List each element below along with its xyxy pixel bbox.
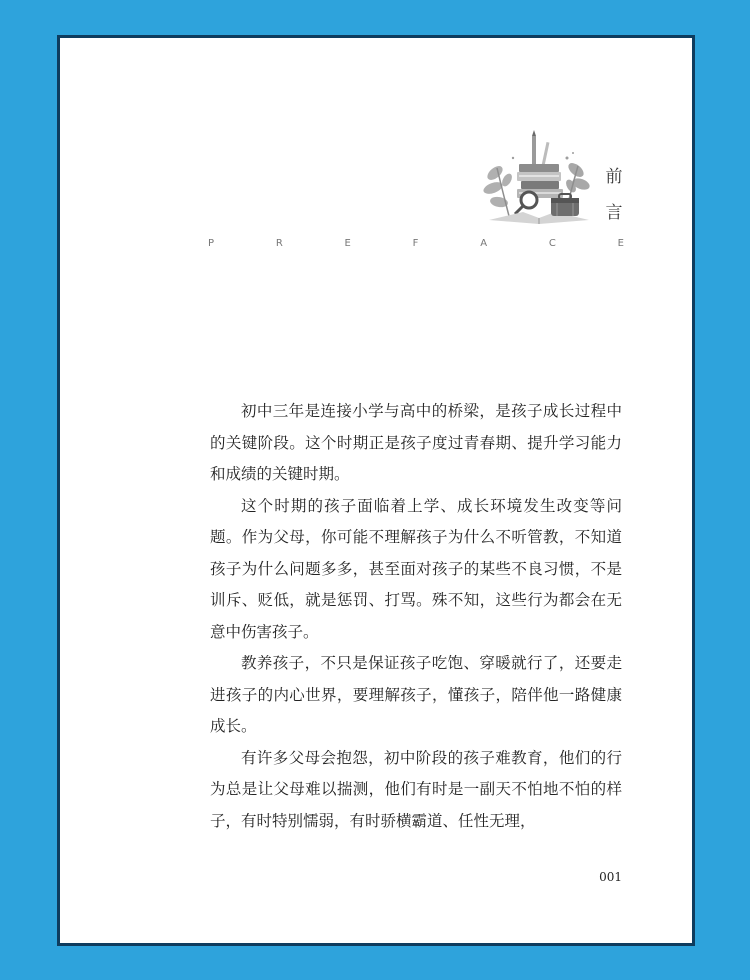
subtitle-letter: E — [617, 238, 624, 249]
subtitle-letter: C — [548, 238, 556, 249]
page-number: 001 — [599, 870, 622, 884]
chapter-subtitle — [208, 238, 624, 252]
chapter-title — [602, 162, 626, 234]
paragraph: 这个时期的孩子面临着上学、成长环境发生改变等问题。作为父母，你可能不理解孩子为什么不听管教，不知道孩子为什么问题多多，甚至面对孩子的某些不良习惯，不是训斥、贬低，就是惩罚、打骂。殊不知，这些行为都会在无意中伤害孩子。 — [210, 496, 622, 641]
paragraph: 初中三年是连接小学与高中的桥梁，是孩子成长过程中的关键阶段。这个时期正是孩子度过青春期、提升学习能力和成绩的关键时期。 — [210, 402, 622, 483]
book-page — [57, 35, 695, 946]
subtitle-letter: A — [480, 238, 488, 249]
paragraph: 教养孩子，不只是保证孩子吃饱、穿暖就行了，还要走进孩子的内心世界，要理解孩子，懂孩子，陪伴他一路健康成长。 — [210, 654, 622, 735]
subtitle-letter: P — [208, 238, 215, 249]
sparkle-icon — [512, 152, 574, 160]
books-magnifier-plants-illustration — [483, 128, 593, 226]
paragraph: 有许多父母会抱怨，初中阶段的孩子难教育，他们的行为总是让父母难以揣测，他们有时是一副天不怕地不怕的样子，有时特别懦弱，有时骄横霸道、任性无理， — [210, 748, 622, 830]
leaf-left-icon — [483, 163, 514, 216]
pencil-icon — [532, 130, 549, 166]
title-char: 言 — [605, 203, 623, 223]
body-text — [210, 396, 622, 837]
subtitle-letter: R — [275, 238, 283, 249]
title-char: 前 — [605, 167, 623, 187]
subtitle-letter: E — [344, 238, 351, 249]
subtitle-letter: F — [412, 238, 419, 249]
